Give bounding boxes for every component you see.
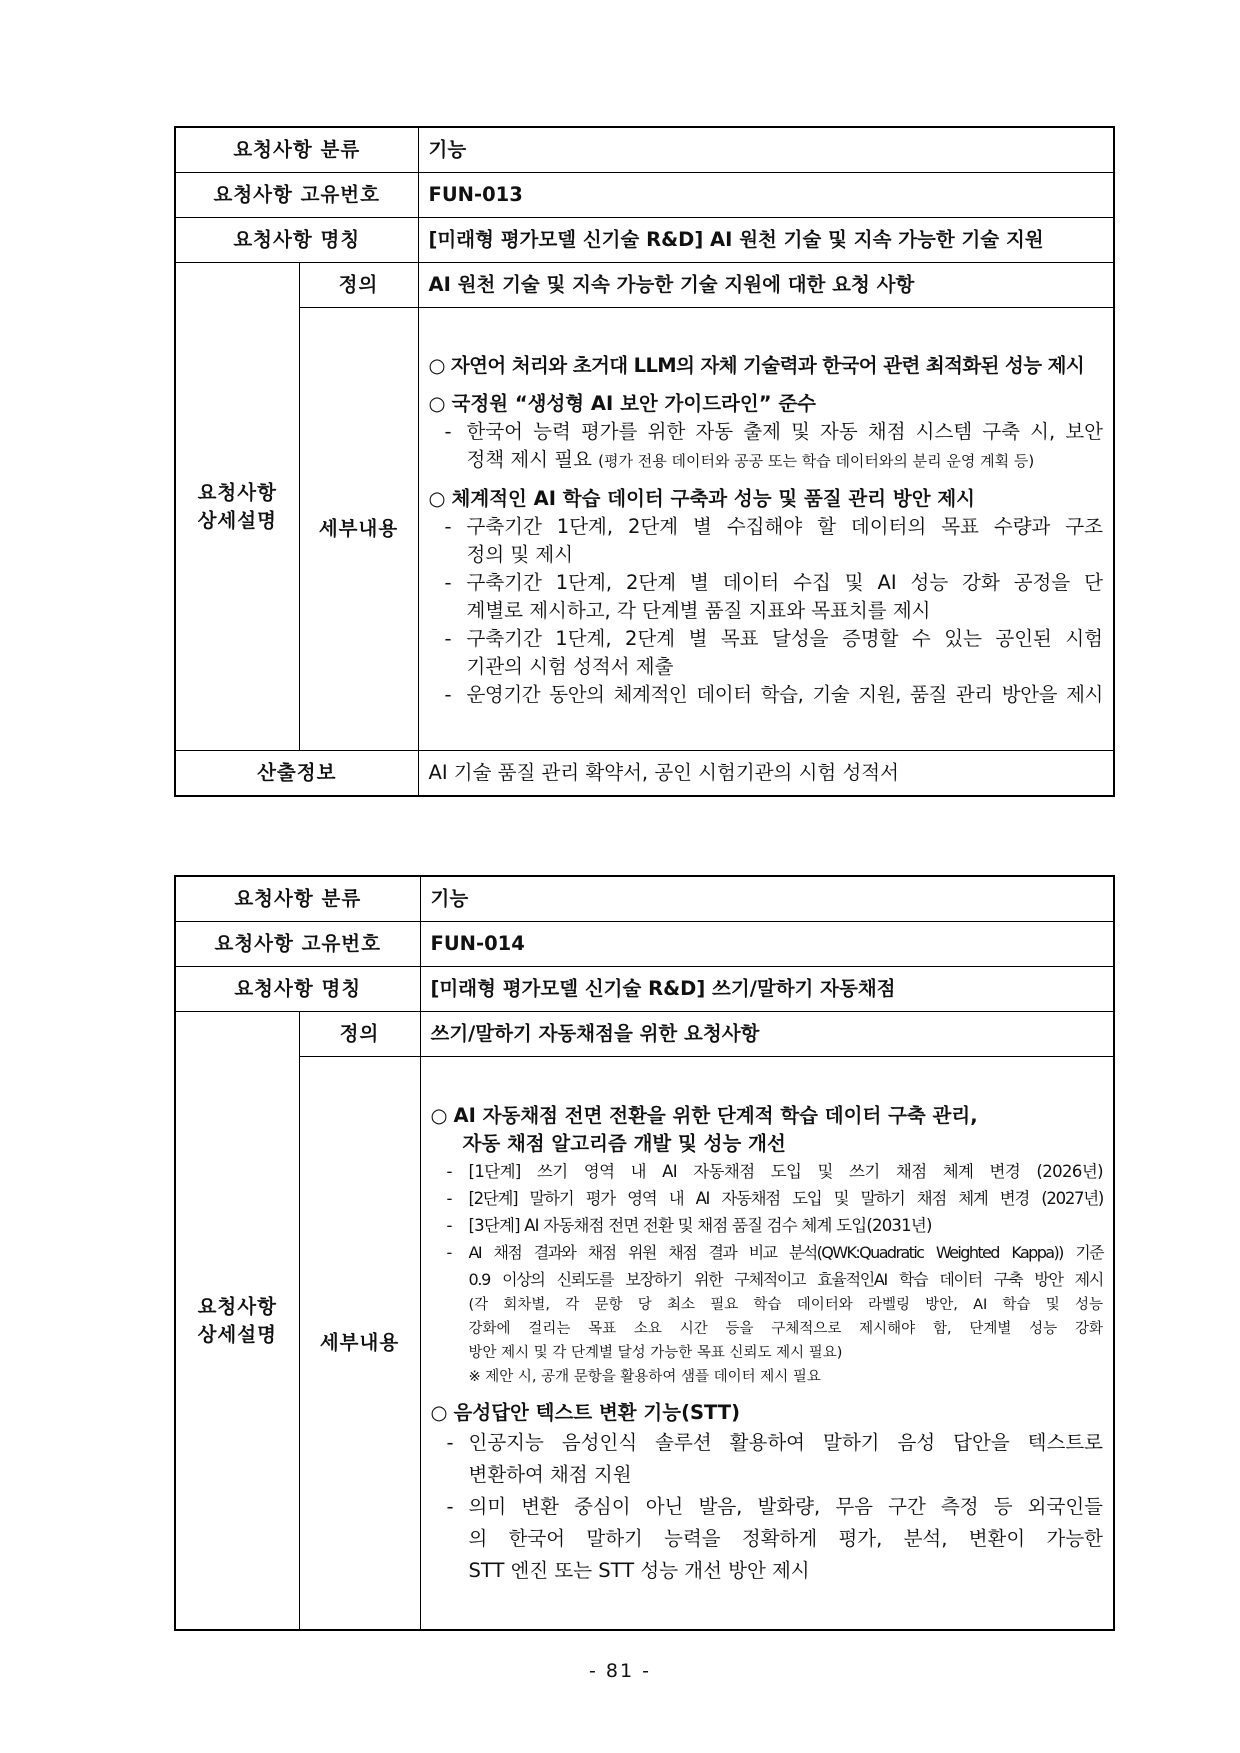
bullet-heading: ○ 체계적인 AI 학습 데이터 구축과 성능 및 품질 관리 방안 제시 bbox=[428, 486, 976, 510]
id-value: FUN-013 bbox=[418, 173, 1114, 218]
category-value: 기능 bbox=[420, 876, 1114, 922]
name-label: 요청사항 명칭 bbox=[175, 967, 420, 1012]
dash-item-cont: 계별로 제시하고, 각 단계별 품질 지표와 목표치를 제시 bbox=[466, 598, 931, 622]
output-label: 산출정보 bbox=[175, 751, 418, 797]
bullet-heading: ○ AI 자동채점 전면 전환을 위한 단계적 학습 데이터 구축 관리, bbox=[430, 1103, 978, 1127]
dash-item: - [1단계] 쓰기 영역 내 AI 자동채점 도입 및 쓰기 채점 체계 변경 (2026년) bbox=[446, 1161, 1103, 1181]
dash-item-cont: 0.9 이상의 신뢰도를 보장하기 위한 구체적이고 효율적인AI 학습 데이터 구축 방안 제시 bbox=[468, 1269, 1103, 1289]
detail-group-label: 요청사항 상세설명 bbox=[175, 263, 299, 751]
dash-item: - [2단계] 말하기 평가 영역 내 AI 자동채점 도입 및 말하기 채점 체계 변경 (2027년) bbox=[446, 1188, 1103, 1208]
dash-item: - [3단계] AI 자동채점 전면 전환 및 채점 품질 검수 체계 도입(2031년) bbox=[446, 1215, 932, 1235]
details-label: 세부내용 bbox=[299, 1057, 420, 1631]
requirement-table-fun-013 bbox=[174, 126, 1115, 797]
output-value: AI 기술 품질 관리 확약서, 공인 시험기관의 시험 성적서 bbox=[418, 751, 1114, 797]
definition-value: AI 원천 기술 및 지속 가능한 기술 지원에 대한 요청 사항 bbox=[418, 263, 1114, 308]
id-value: FUN-014 bbox=[420, 922, 1114, 967]
note-line: 강화에 걸리는 목표 소요 시간 등을 구체적으로 제시해야 함, 단계별 성능 강화 bbox=[468, 1320, 1103, 1337]
dash-item-cont: 의 한국어 말하기 능력을 정확하게 평가, 분석, 변환이 가능한 bbox=[468, 1526, 1103, 1550]
dash-item-cont: 정책 제시 필요 (평가 전용 데이터와 공공 또는 학습 데이터와의 분리 운영 계획 등) bbox=[466, 447, 1035, 471]
dash-item: - 운영기간 동안의 체계적인 데이터 학습, 기술 지원, 품질 관리 방안을 제시 bbox=[444, 682, 1103, 706]
bullet-heading: ○ 국정원 “생성형 AI 보안 가이드라인” 준수 bbox=[428, 391, 816, 415]
detail-group-label: 요청사항 상세설명 bbox=[175, 1012, 299, 1631]
page-number: - 81 - bbox=[589, 1660, 651, 1682]
id-label: 요청사항 고유번호 bbox=[175, 922, 420, 967]
dash-item: - 의미 변환 중심이 아닌 발음, 발화량, 무음 구간 측정 등 외국인들 bbox=[446, 1494, 1103, 1518]
dash-item-cont: 변환하여 채점 지원 bbox=[468, 1462, 632, 1486]
requirement-table-fun-014 bbox=[174, 875, 1115, 1631]
details-label: 세부내용 bbox=[299, 308, 418, 751]
definition-label: 정의 bbox=[299, 263, 418, 308]
note-line: 방안 제시 및 각 단계별 달성 가능한 목표 신뢰도 제시 필요) bbox=[468, 1344, 843, 1361]
dash-item-cont: 정의 및 제시 bbox=[466, 542, 574, 566]
dash-item: - 구축기간 1단계, 2단계 별 데이터 수집 및 AI 성능 강화 공정을 단 bbox=[444, 570, 1103, 594]
id-label: 요청사항 고유번호 bbox=[175, 173, 418, 218]
definition-value: 쓰기/말하기 자동채점을 위한 요청사항 bbox=[420, 1012, 1114, 1057]
category-value: 기능 bbox=[418, 127, 1114, 173]
definition-label: 정의 bbox=[299, 1012, 420, 1057]
dash-item: - AI 채점 결과와 채점 위원 채점 결과 비교 분석(QWK:Quadratic Weighted Kappa)) 기준 bbox=[446, 1242, 1103, 1262]
category-label: 요청사항 분류 bbox=[175, 876, 420, 922]
dash-item-cont: 기관의 시험 성적서 제출 bbox=[466, 654, 674, 678]
dash-item: - 인공지능 음성인식 솔루션 활용하여 말하기 음성 답안을 텍스트로 bbox=[446, 1430, 1103, 1454]
dash-item: - 구축기간 1단계, 2단계 별 수집해야 할 데이터의 목표 수량과 구조 bbox=[444, 514, 1103, 538]
category-label: 요청사항 분류 bbox=[175, 127, 418, 173]
note-line: (각 회차별, 각 문항 당 최소 필요 학습 데이터와 라벨링 방안, AI 학습 및 성능 bbox=[468, 1296, 1103, 1313]
dash-item: - 한국어 능력 평가를 위한 자동 출제 및 자동 채점 시스템 구축 시, 보안 bbox=[444, 419, 1103, 443]
note-line: ※ 제안 시, 공개 문항을 활용하여 샘플 데이터 제시 필요 bbox=[468, 1368, 821, 1385]
dash-item-cont: STT 엔진 또는 STT 성능 개선 방안 제시 bbox=[468, 1558, 810, 1582]
name-label: 요청사항 명칭 bbox=[175, 218, 418, 263]
bullet-heading: ○ 음성답안 텍스트 변환 기능(STT) bbox=[430, 1400, 741, 1424]
bullet-heading-cont: 자동 채점 알고리즘 개발 및 성능 개선 bbox=[462, 1131, 786, 1155]
bullet-heading: ○ 자연어 처리와 초거대 LLM의 자체 기술력과 한국어 관련 최적화된 성능 제시 bbox=[428, 353, 1085, 377]
name-value: [미래형 평가모델 신기술 R&D] AI 원천 기술 및 지속 가능한 기술 지원 bbox=[418, 218, 1114, 263]
details-content bbox=[418, 308, 1114, 751]
name-value: [미래형 평가모델 신기술 R&D] 쓰기/말하기 자동채점 bbox=[420, 967, 1114, 1012]
details-content bbox=[420, 1057, 1114, 1631]
dash-item: - 구축기간 1단계, 2단계 별 목표 달성을 증명할 수 있는 공인된 시험 bbox=[444, 626, 1103, 650]
